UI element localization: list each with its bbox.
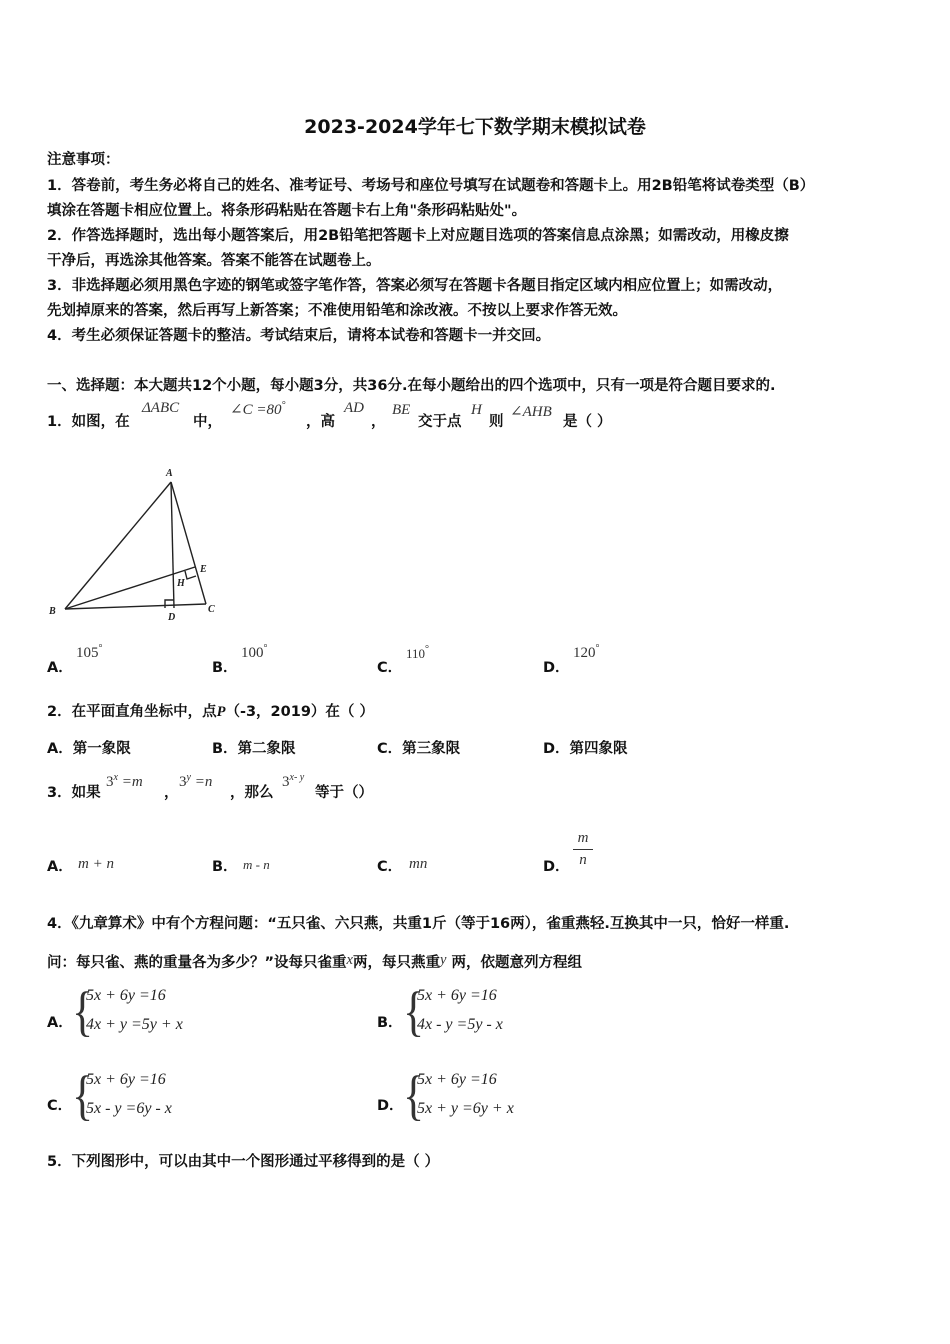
altitude-ad [171,482,174,608]
q3-text-3: 等于（） [315,785,373,801]
page-title: 2023-2024学年七下数学期末模拟试卷 [304,116,646,138]
notice-line: 2．作答选择题时，选出每小题答案后，用2B铅笔把答题卡上对应题目选项的答案信息点涂黑；如需改动，用橡皮擦 [47,228,789,244]
q1-option-b-value: 100° [241,643,268,661]
q1-math-triangle: ΔABC [142,400,180,416]
q4-option-d-eq2: 5x + y =6y + x [417,1100,514,1117]
notice-line: 先划掉原来的答案，然后再写上新答案；不准使用铅笔和涂改液。不按以上要求作答无效。 [47,303,627,319]
q2-option-a: A．第一象限 [47,741,131,757]
label-h: H [177,578,185,589]
q4-option-a-brace: { [72,980,94,1042]
side-ab [65,482,171,609]
q1-math-angle-c: ∠C =80° [230,400,286,418]
q4-option-a-eq1: 5x + 6y =16 [86,987,166,1004]
q4-option-b-brace: { [403,980,425,1042]
fraction-bar [573,849,593,850]
q3-option-a-value: m + n [78,856,114,872]
q1-text-2: 中， [193,414,222,430]
q3-option-b-value: m - n [243,857,270,872]
notice-line: 4．考生必须保证答题卡的整洁。考试结束后，请将本试卷和答题卡一并交回。 [47,328,551,344]
q1-option-d-value: 120° [573,643,600,661]
label-b: B [49,606,56,617]
q4-option-d-brace: { [403,1064,425,1126]
q1-option-c-label: C． [377,660,403,676]
fraction-numerator: m [577,830,589,846]
label-e: E [200,564,207,575]
q4-option-a-eq2: 4x + y =5y + x [86,1016,183,1033]
q3-math-1: $3^x =m$ [106,772,143,790]
q3-comma: ， [164,785,179,801]
notice-line: 3．非选择题必须用黑色字迹的钢笔或签字笔作答，答案必须写在答题卡各题目指定区域内相应位置上；如需改动， [47,278,783,294]
section-heading: 一、选择题：本大题共12个小题，每小题3分，共36分.在每小题给出的四个选项中，只有一项是符合题目要求的. [47,378,776,394]
q4-option-b-eq2: 4x - y =5y - x [417,1016,503,1033]
notice-line: 填涂在答题卡相应位置上。将条形码粘贴在答题卡右上角"条形码粘贴处"。 [47,203,527,219]
q5-text: 5．下列图形中，可以由其中一个图形通过平移得到的是（ ） [47,1154,440,1170]
q1-option-a-label: A． [47,660,73,676]
q4-option-c-eq2: 5x - y =6y - x [86,1100,172,1117]
q2-option-c: C．第三象限 [377,741,461,757]
q3-option-b-label: B． [212,859,238,875]
q3-option-d-fraction [573,830,593,869]
q4-option-c-eq1: 5x + 6y =16 [86,1071,166,1088]
fraction-denominator: n [579,852,587,868]
right-angle-d [165,600,174,608]
q4-option-d-label: D． [377,1098,404,1114]
q1-text-3: ，高 [306,414,335,430]
q2-text: 2．在平面直角坐标中，点P（-3，2019）在（ ） [47,704,374,720]
q1-text-7: 是（ ） [563,414,612,430]
q1-text-1: 1．如图，在 [47,414,130,430]
q1-option-a-value: 105° [76,643,103,661]
q4-option-a-label: A． [47,1015,73,1031]
q1-math-be: BE [392,402,411,418]
q1-math-ahb: ∠AHB [510,404,552,420]
q2-option-d: D．第四象限 [543,741,628,757]
q3-math-2: $3^y =n$ [179,772,213,790]
q3-text-2: ，那么 [230,785,274,801]
label-a: A [166,468,173,479]
q4-option-d-eq1: 5x + 6y =16 [417,1071,497,1088]
notice-line: 1．答卷前，考生务必将自己的姓名、准考证号、考场号和座位号填写在试题卷和答题卡上。用2B铅笔将试卷类型（B） [47,178,815,194]
q2-option-b: B．第二象限 [212,741,296,757]
q1-text-6: 则 [489,414,504,430]
q1-text-5: 交于点 [418,414,462,430]
label-d: D [168,612,176,623]
q4-option-c-brace: { [72,1064,94,1126]
notice-line: 干净后，再选涂其他答案。答案不能答在试题卷上。 [47,253,381,269]
q1-option-b-label: B． [212,660,238,676]
q1-math-h: H [471,402,482,418]
q1-option-c-value: 110° [406,644,430,661]
q3-option-d-label: D． [543,859,570,875]
q4-line-1: 4．《九章算术》中有个方程问题：“五只雀、六只燕，共重1斤（等于16两），雀重燕轻.互换其中一只，恰好一样重. [47,916,790,932]
notice-heading: 注意事项： [47,152,120,168]
altitude-be [65,567,195,609]
q1-text-4: ， [371,414,386,430]
label-c: C [208,604,215,615]
q4-line-2: 问：每只雀、燕的重量各为多少？”设每只雀重x两，每只燕重y 两，依题意列方程组 [47,952,582,971]
q3-option-a-label: A． [47,859,73,875]
q3-math-3: 3$^{x- y}$ [282,772,305,790]
q3-option-c-value: mn [409,856,428,872]
q3-text-1: 3．如果 [47,785,101,801]
right-angle-e [185,571,196,579]
q1-option-d-label: D． [543,660,570,676]
q1-triangle-figure [40,462,230,627]
side-bc [65,604,206,609]
q4-option-c-label: C． [47,1098,73,1114]
q1-math-ad: AD [344,400,364,416]
q4-option-b-eq1: 5x + 6y =16 [417,987,497,1004]
q3-option-c-label: C． [377,859,403,875]
q4-option-b-label: B． [377,1015,403,1031]
